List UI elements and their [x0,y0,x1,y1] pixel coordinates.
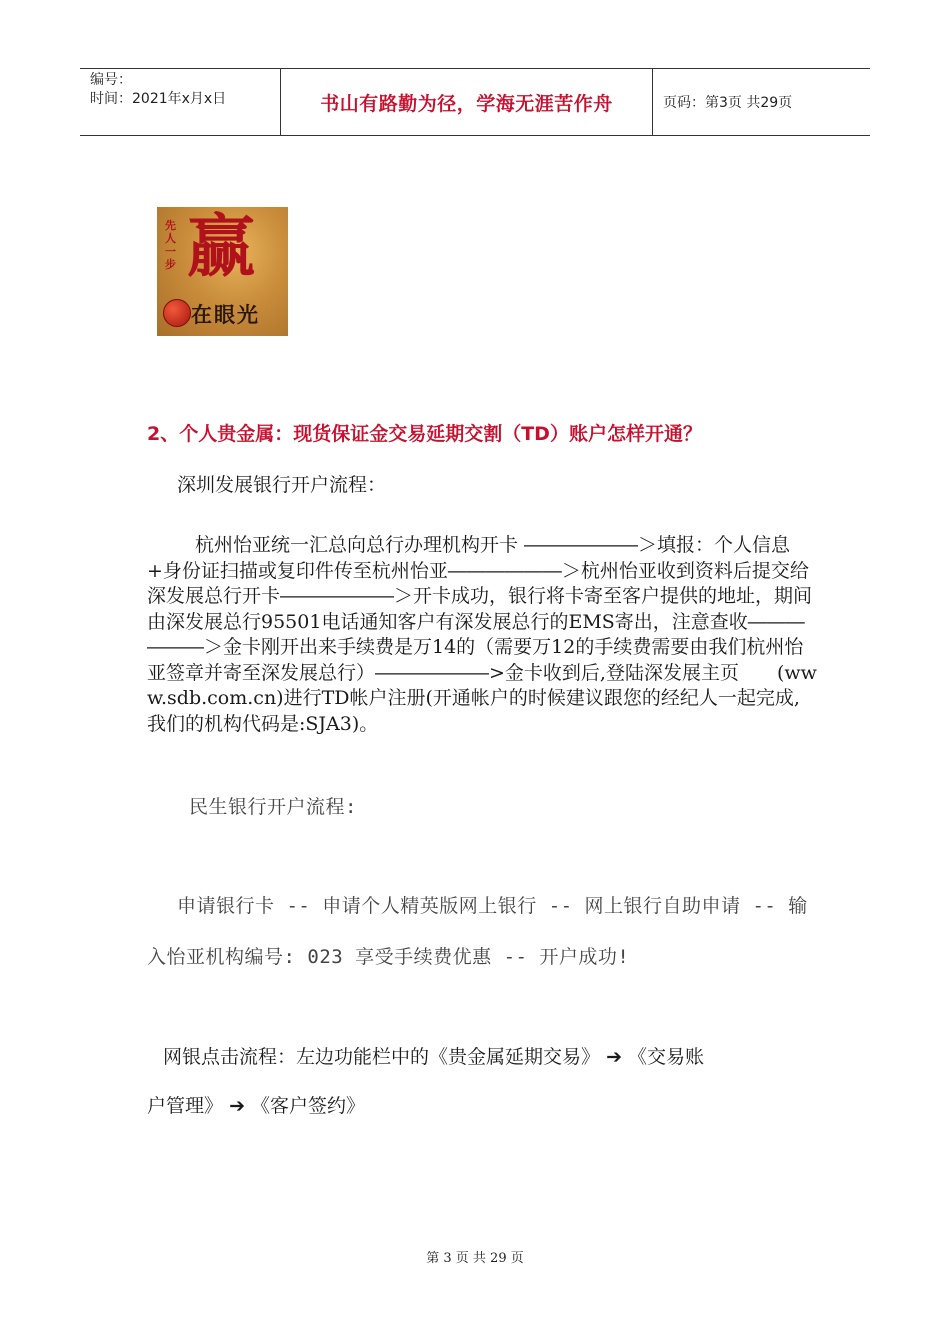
page-header [80,68,870,136]
time-label: 时间：2021年x月x日 [90,91,227,107]
cmbc-title: 民生银行开户流程: [189,796,357,818]
logo-side-text: 先人一步 [165,219,176,271]
cmbc-line-1: 申请银行卡 -- 申请个人精英版网上银行 -- 网上银行自助申请 -- 输 [177,895,808,917]
cmbc-line-2: 入怡亚机构编号: 023 享受手续费优惠 -- 开户成功! [147,946,630,968]
sdb-title: 深圳发展银行开户流程： [177,474,387,496]
section-heading: 2、个人贵金属：现货保证金交易延期交割（TD）账户怎样开通？ [147,423,702,445]
logo-big-char: 赢 [187,207,256,287]
header-meta-cell [80,69,281,135]
page-footer: 第 3 页 共 29 页 [426,1251,524,1266]
online-flow-text-d: 《客户签约》 [251,1095,366,1117]
sdb-body: 杭州怡亚统一汇总向总行办理机构开卡 ――――――＞填报：个人信息+身份证扫描或复印件传至杭州怡亚――――――＞杭州怡亚收到资料后提交给深发展总行开卡――――――＞开卡成功，银行将卡寄至客户提供的地址，期间由深发展总行95501电话通知客户有深发展总行的EMS寄出，注意查收――――――＞金卡刚开出来手续费是万14的（需要万12的手续费需要由我们杭州怡亚签章并寄至深发展总行）――――――>金卡收到后,登陆深发展主页 (www.sdb.com.cn)进行TD帐户注册(开通帐户的时候建议跟您的经纪人一起完成,我们的机构代码是:SJA3)。 [147,534,817,735]
online-flow-line-2 [147,1091,365,1118]
arrow-right-icon: ➔ [229,1095,245,1117]
online-flow-text-b: 《交易账 [628,1046,705,1068]
globe-icon [163,299,191,327]
online-flow-text-a: 网银点击流程：左边功能栏中的《贵金属延期交易》 [163,1046,601,1068]
number-label: 编号： [90,72,132,88]
logo-bottom-text: 在眼光 [191,302,260,327]
online-flow-text-c: 户管理》 [147,1095,224,1117]
logo-image [157,207,288,336]
arrow-right-icon: ➔ [606,1046,622,1068]
header-motto: 书山有路勤为径，学海无涯苦作舟 [281,69,653,135]
online-flow-line-1 [163,1042,704,1069]
header-page-info: 页码：第3页 共29页 [663,95,793,111]
